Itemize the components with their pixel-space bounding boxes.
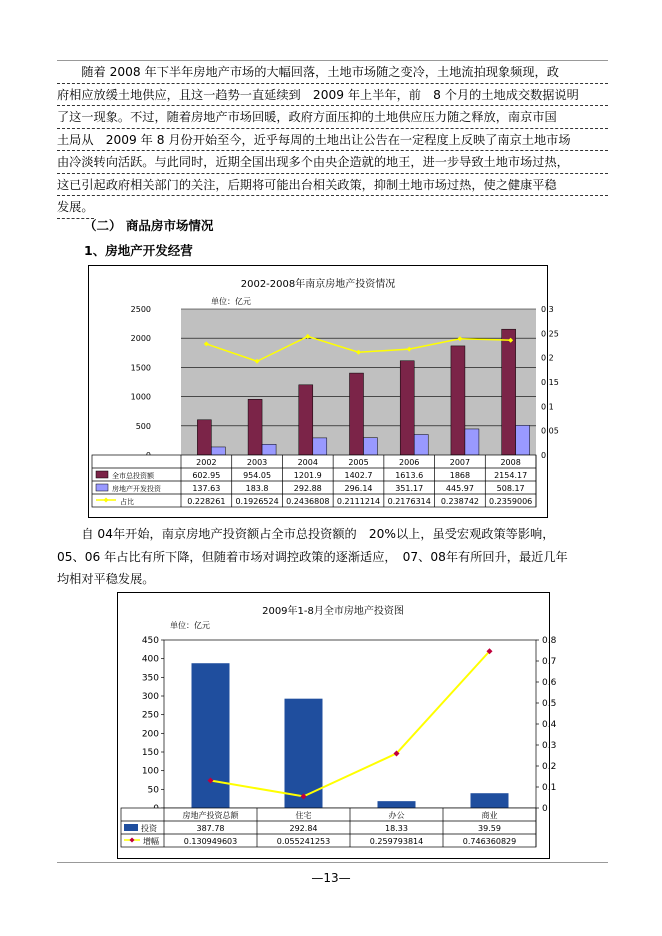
chart2-ytick: 150 [141,748,159,758]
chart2-title: 2009年1-8月全市房地产投资图 [262,606,404,617]
chart1-data-label: 0.238742 [440,497,480,506]
intro-line-7: 发展。 [57,196,94,219]
chart2-ytick: 350 [141,673,159,684]
intro-line-2: 府相应放缓土地供应，且这一趋势一直延续到 2009 年上半年，前 8 个月的土地成交数据说明 [57,84,608,107]
chart2-y2tick: 0.1 [542,783,557,793]
page-number: —13— [311,871,351,885]
chart1-data-label: 296.14 [344,484,373,493]
chart1-legend-key-dev [96,484,108,491]
chart1-y2tick: 0.3 [541,305,554,314]
chart1-bar-total [299,385,313,455]
subsection-heading: 1、房地产开发经营 [84,243,193,258]
chart2-unit: 单位：亿元 [170,621,210,630]
chart2-data-label: 0.130949603 [183,837,238,846]
chart1-bar-total [451,346,465,455]
chart2-y2tick: 0.5 [542,699,557,709]
chart1-data-label: 0.2176314 [387,497,431,506]
chart2-y2tick: 0.7 [542,657,557,667]
chart2-legend-invest: 投资 [141,824,157,833]
chart1-ytick: 2000 [130,334,151,344]
chart2-y2tick: 0.2 [542,762,557,772]
chart2-data-label: 39.59 [478,824,501,833]
chart1-y2tick: 0.25 [541,329,559,339]
chart2-category-label: 办公 [388,811,405,820]
chart2-y2tick: 0 [542,804,548,814]
intro-line-5: 由冷淡转向活跃。与此同时，近期全国出现多个由央企造就的地王，进一步导致土地市场过热， [57,151,608,174]
chart2-data-label: 387.78 [196,824,225,833]
chart1-data-label: 0.2436808 [286,497,330,506]
chart1-data-label: 292.88 [293,484,322,493]
middle-line-2: 05、06 年占比有所下降，但随着市场对调控政策的逐渐适应， 07、08年有所回升，最近几年 [57,549,568,564]
chart1-category-label: 2004 [297,458,318,467]
chart2-bar-invest [285,699,323,808]
chart1-data-label: 2154.17 [494,471,528,480]
chart2-svg [118,593,557,858]
chart1-y2tick: 0 [541,451,547,460]
chart2-ytick: 450 [141,636,159,646]
chart1-category-label: 2002 [196,458,217,467]
chart1-ytick: 1500 [130,363,151,373]
chart2-ytick: 50 [147,785,159,796]
chart1-y2tick: 0.1 [541,402,554,412]
chart2-bar-invest [192,663,230,808]
chart2-ytick: 300 [141,692,159,702]
chart1-ytick: 500 [135,421,151,431]
chart1-data-label: 1613.6 [395,471,424,480]
intro-line-4: 土局从 2009 年 8 月份开始至今，近乎每周的土地出让公告在一定程度上反映了南京土地市场 [57,129,608,152]
chart1-data-label: 351.17 [395,484,424,493]
chart1-bar-total [197,420,211,455]
chart1-bar-dev [414,434,428,455]
chart1-y2tick: 0.05 [541,426,559,436]
chart-investment-2009 [117,592,557,859]
chart1-category-label: 2006 [399,458,420,467]
chart2-category-label: 住宅 [295,811,312,820]
chart1-data-label: 602.95 [192,471,221,480]
footer-rule [57,862,608,863]
chart2-data-label: 292.84 [289,824,318,833]
chart1-data-label: 0.2111214 [336,497,381,506]
chart1-bar-dev [313,438,327,455]
chart2-data-label: 18.33 [385,824,408,833]
chart1-bar-dev [465,429,479,455]
intro-line-3: 了这一现象。不过，随着房地产市场回暖，政府方面压抑的土地供应压力随之释放，南京市国 [57,106,608,129]
chart1-category-label: 2007 [449,458,471,467]
chart1-ytick: 1000 [130,392,151,402]
chart1-legend-total: 全市总投资额 [112,472,154,480]
chart2-legend-key-invest [124,824,138,831]
chart1-data-label: 0.228261 [187,497,226,506]
chart1-legend-key-total [96,471,108,478]
intro-line-1: 随着 2008 年下半年房地产市场的大幅回落，土地市场随之变冷，土地流拍现象频现，政 [57,61,608,84]
middle-paragraph [57,523,608,591]
chart2-data-label: 0.746360829 [462,837,517,846]
chart2-ytick: 200 [141,729,159,740]
chart1-y2tick: 0.15 [541,378,559,387]
chart1-data-label: 183.8 [245,484,269,493]
middle-line-1: 自 04年开始，南京房地产投资额占全市总投资额的 20%以上，虽受宏观政策等影响， [57,527,555,541]
chart1-bar-total [248,399,262,455]
intro-paragraph [57,61,608,219]
chart1-bar-total [502,329,516,455]
chart1-bar-total [350,373,364,455]
intro-line-6: 这已引起政府相关部门的关注，后期将可能出台相关政策，抑制土地市场过热，使之健康平稳 [57,174,608,197]
chart1-bar-dev [211,447,225,455]
chart1-ytick: 2500 [130,305,151,314]
chart1-bar-dev [364,438,378,455]
chart1-bar-dev [516,425,530,455]
chart2-ytick: 250 [141,710,159,721]
chart2-ytick: 100 [141,766,159,777]
chart2-y2tick: 0.3 [542,741,557,751]
chart2-ytick: 400 [141,654,159,665]
chart1-data-label: 445.97 [445,484,474,493]
chart2-legend-ratio: 增幅 [143,837,159,846]
chart1-category-label: 2008 [500,458,521,467]
chart2-bar-invest [471,793,509,808]
chart2-data-label: 0.055241253 [276,837,331,846]
chart1-bar-total [400,361,414,455]
chart1-unit: 单位：亿元 [211,297,251,306]
chart1-title: 2002-2008年南京房地产投资情况 [240,279,396,290]
chart1-data-label: 0.2359006 [489,497,533,506]
chart1-data-label: 1201.9 [293,471,322,480]
chart2-y2tick: 0.8 [542,636,557,646]
chart1-data-label: 0.1926524 [235,497,279,506]
chart2-y2tick: 0.6 [542,678,557,688]
chart2-data-label: 0.259793814 [369,837,424,846]
chart1-bar-dev [262,444,276,455]
chart2-y2tick: 0.4 [542,720,557,730]
chart1-data-label: 137.63 [192,484,221,493]
chart1-data-label: 1402.7 [344,471,373,480]
chart1-legend-ratio: 占比 [120,498,134,506]
chart1-category-label: 2003 [246,458,268,467]
chart1-legend-dev: 房地产开发投资 [112,485,161,493]
chart1-data-label: 1868 [449,471,471,480]
chart1-y2tick: 0.2 [541,353,554,363]
middle-line-3: 均相对平稳发展。 [57,572,155,586]
chart-investment-2002-2008 [88,265,559,518]
chart1-data-label: 954.05 [243,471,272,480]
chart2-category-label: 房地产投资总额 [182,811,239,820]
chart2-bar-invest [378,801,416,808]
chart1-category-label: 2005 [348,458,369,467]
chart1-svg [89,266,559,517]
section-heading: （二） 商品房市场情况 [84,218,214,233]
chart2-category-label: 商业 [481,811,498,820]
chart1-data-label: 508.17 [496,484,525,493]
